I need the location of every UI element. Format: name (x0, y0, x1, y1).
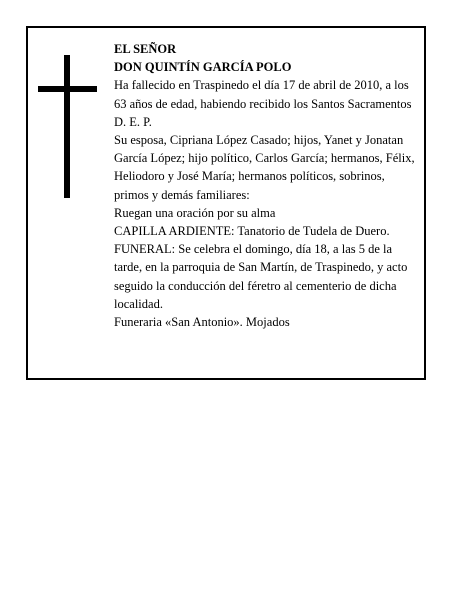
notice-text (114, 40, 420, 331)
prayer-request: Ruegan una oración por su alma (114, 205, 276, 220)
cross-horizontal-bar (38, 86, 97, 92)
family-list: Su esposa, Cipriana López Casado; hijos, Yanet y Jonatan García López; hijo político, Carlos García; hermanos, Félix, Heliodoro y José María; hermanos políticos, sobrinos, primos y demás familiares: (114, 133, 415, 202)
cross-icon (38, 55, 97, 198)
rip-text: D. E. P. (114, 114, 152, 129)
deceased-name: DON QUINTÍN GARCÍA POLO (114, 60, 292, 75)
death-info: Ha fallecido en Traspinedo el día 17 de abril de 2010, a los 63 años de edad, habiendo recibido los Santos Sacramentos (114, 78, 412, 111)
cross-vertical-bar (64, 55, 70, 198)
chapel-info: CAPILLA ARDIENTE: Tanatorio de Tudela de Duero. (114, 224, 390, 239)
notice-title-line1: EL SEÑOR (114, 42, 177, 56)
funeral-home: Funeraria «San Antonio». Mojados (114, 315, 290, 330)
funeral-info: FUNERAL: Se celebra el domingo, día 18, a las 5 de la tarde, en la parroquia de San Martín, de Traspinedo, y acto seguido la conducción del féretro al cementerio de dicha localidad. (114, 242, 408, 311)
obituary-notice (26, 26, 426, 380)
